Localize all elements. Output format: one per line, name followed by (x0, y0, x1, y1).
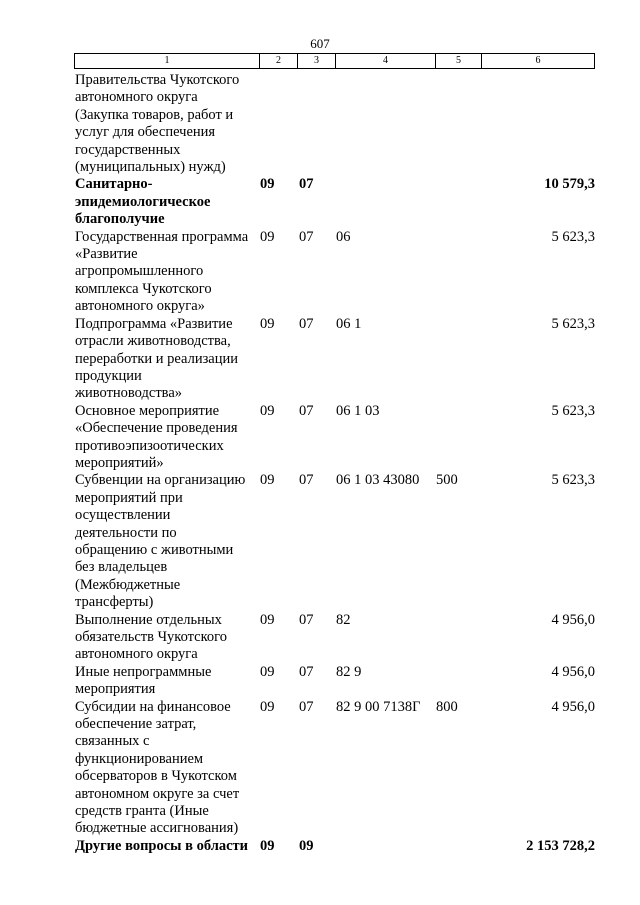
column-header-4: 4 (336, 54, 436, 68)
row-name-line: (Закупка товаров, работ и (75, 106, 234, 123)
row-amount: 5 623,3 (551, 402, 595, 419)
row-amount: 5 623,3 (551, 315, 595, 332)
row-name-line: Основное мероприятие (75, 402, 220, 419)
row-name-line: автономного округа» (75, 298, 205, 315)
row-name-line: автономного округа (75, 646, 198, 663)
column-header-3: 3 (298, 54, 336, 68)
row-target-article-code: 82 9 (336, 663, 362, 680)
row-name-line: функционированием (75, 750, 204, 767)
row-name-line: продукции (75, 367, 142, 384)
row-name-line: услуг для обеспечения (75, 124, 216, 141)
row-section-code: 09 (260, 698, 275, 715)
row-name (75, 72, 260, 176)
row-name-line: Санитарно- (75, 176, 153, 193)
table-row (75, 472, 595, 611)
column-header-5: 5 (436, 54, 482, 68)
row-target-article-code: 06 1 03 (336, 402, 380, 419)
row-subsection-code: 07 (299, 228, 314, 245)
row-amount: 10 579,3 (544, 176, 595, 193)
row-name-line: (муниципальных) нужд) (75, 159, 226, 176)
row-section-code: 09 (260, 228, 275, 245)
row-name-line: агропромышленного (75, 263, 204, 280)
row-name-line: мероприятия (75, 681, 156, 698)
row-section-code: 09 (260, 402, 275, 419)
row-name-line: «Развитие (75, 246, 138, 263)
row-name-line: противоэпизоотических (75, 437, 224, 454)
table-row (75, 838, 595, 855)
row-section-code: 09 (260, 176, 275, 193)
row-amount: 5 623,3 (551, 472, 595, 489)
row-subsection-code: 07 (299, 402, 314, 419)
row-name-line: осуществлении (75, 507, 171, 524)
table-row (75, 403, 595, 473)
row-name (75, 612, 260, 664)
row-name-line: обращению с животными (75, 541, 234, 558)
row-expense-type-code: 800 (436, 698, 458, 715)
row-name-line: Субвенции на организацию (75, 472, 246, 489)
column-header-2: 2 (260, 54, 298, 68)
row-amount: 4 956,0 (551, 611, 595, 628)
row-name (75, 229, 260, 316)
row-name-line: комплекса Чукотского (75, 280, 212, 297)
row-target-article-code: 82 (336, 611, 351, 628)
row-name-line: связанных с (75, 733, 150, 750)
row-subsection-code: 07 (299, 698, 314, 715)
row-name-line: Другие вопросы в области (75, 837, 249, 854)
page-number: 607 (310, 36, 330, 51)
row-target-article-code: 82 9 00 7138Г (336, 698, 421, 715)
row-expense-type-code: 500 (436, 472, 458, 489)
row-section-code: 09 (260, 472, 275, 489)
row-name-line: животноводства» (75, 385, 183, 402)
row-name (75, 176, 260, 228)
table-row (75, 229, 595, 316)
row-name-line: Подпрограмма «Развитие (75, 315, 233, 332)
row-subsection-code: 07 (299, 176, 314, 193)
row-name-line: автономном округе за счет (75, 785, 240, 802)
row-subsection-code: 07 (299, 611, 314, 628)
row-name-line: благополучие (75, 211, 165, 228)
row-section-code: 09 (260, 663, 275, 680)
table-row (75, 699, 595, 838)
table-row (75, 72, 595, 176)
row-name-line: обеспечение затрат, (75, 716, 197, 733)
row-subsection-code: 09 (299, 837, 314, 854)
row-name-line: автономного округа (75, 89, 198, 106)
row-name-line: обсерваторов в Чукотском (75, 768, 237, 785)
row-name-line: деятельности по (75, 524, 177, 541)
row-name-line: отрасли животноводства, (75, 333, 231, 350)
row-name-line: Правительства Чукотского (75, 72, 240, 88)
row-target-article-code: 06 (336, 228, 351, 245)
row-target-article-code: 06 1 (336, 315, 362, 332)
table-row (75, 612, 595, 664)
row-name-line: Государственная программа (75, 228, 249, 245)
row-name-line: государственных (75, 141, 181, 158)
row-name (75, 403, 260, 473)
row-target-article-code: 06 1 03 43080 (336, 472, 420, 489)
row-name-line: бюджетные ассигнования) (75, 820, 239, 837)
table-body (75, 72, 595, 855)
column-header-6: 6 (535, 55, 541, 66)
row-name-line: средств гранта (Иные (75, 803, 209, 820)
row-section-code: 09 (260, 837, 275, 854)
row-name-line: Иные непрограммные (75, 663, 212, 680)
row-name-line: мероприятий при (75, 489, 183, 506)
row-name-line: обязательств Чукотского (75, 629, 227, 645)
row-amount: 4 956,0 (551, 698, 595, 715)
row-subsection-code: 07 (299, 663, 314, 680)
row-name (75, 664, 260, 699)
row-name-line: (Межбюджетные (75, 576, 181, 593)
row-amount: 5 623,3 (551, 228, 595, 245)
row-amount: 4 956,0 (551, 663, 595, 680)
column-header-1: 1 (75, 54, 260, 68)
row-name-line: переработки и реализации (75, 350, 239, 367)
row-section-code: 09 (260, 315, 275, 332)
row-name-line: Субсидии на финансовое (75, 698, 231, 715)
row-name (75, 838, 260, 855)
row-name (75, 699, 260, 838)
row-section-code: 09 (260, 611, 275, 628)
row-name-line: эпидемиологическое (75, 193, 211, 210)
row-name-line: мероприятий» (75, 454, 164, 471)
row-subsection-code: 07 (299, 472, 314, 489)
table-row (75, 664, 595, 699)
table-header (74, 53, 595, 69)
row-subsection-code: 07 (299, 315, 314, 332)
row-amount: 2 153 728,2 (526, 837, 595, 854)
table-row (75, 176, 595, 228)
row-name (75, 472, 260, 611)
row-name (75, 316, 260, 403)
row-name-line: трансферты) (75, 594, 154, 611)
table-row (75, 316, 595, 403)
row-name-line: «Обеспечение проведения (75, 420, 238, 437)
row-name-line: Выполнение отдельных (75, 611, 222, 628)
row-name-line: без владельцев (75, 559, 168, 576)
